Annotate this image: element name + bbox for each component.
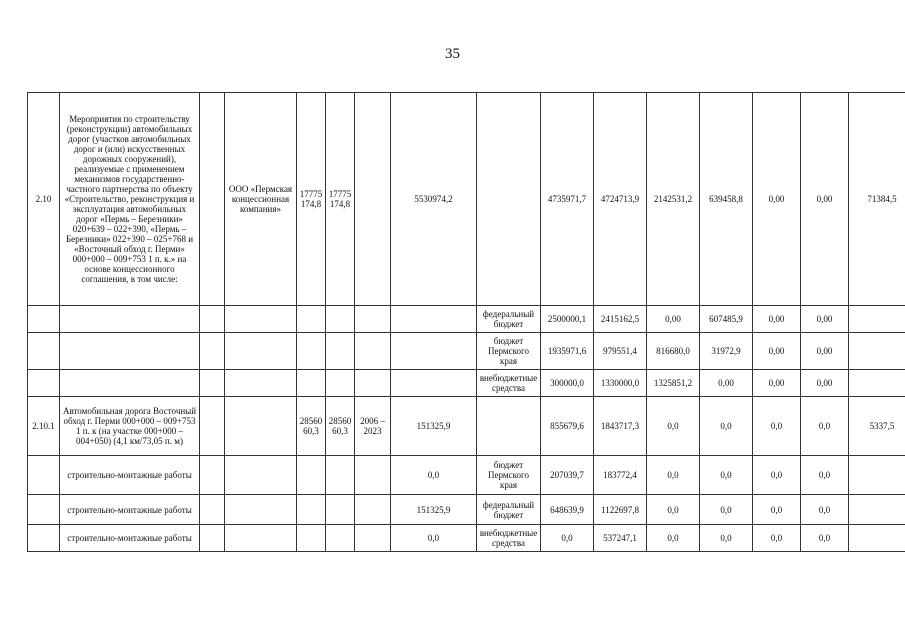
value-cell: 816680,0 bbox=[647, 333, 700, 370]
value-cell: 1122697,8 bbox=[594, 495, 647, 525]
table-row bbox=[28, 93, 905, 306]
table-row bbox=[28, 456, 905, 495]
value-cell: 207039,7 bbox=[541, 456, 594, 495]
funding-source: бюджет Пермского края bbox=[477, 333, 541, 370]
value-cell: 0,00 bbox=[753, 93, 801, 306]
value-cell: 183772,4 bbox=[594, 456, 647, 495]
work-type: строительно-монтажные работы bbox=[60, 495, 200, 525]
funding-source: внебюджетные средства bbox=[477, 525, 541, 552]
value-cell: 0,0 bbox=[647, 525, 700, 552]
value-cell: 0,0 bbox=[647, 397, 700, 456]
capacity-cell: 17775 174,8 bbox=[297, 93, 326, 306]
table-row bbox=[28, 370, 905, 397]
value-cell: 0,0 bbox=[753, 495, 801, 525]
table-row bbox=[28, 495, 905, 525]
value-cell: 537247,1 bbox=[594, 525, 647, 552]
table-row bbox=[28, 525, 905, 552]
period-cell: 2006 – 2023 bbox=[355, 397, 391, 456]
measure-name: Мероприятия по строительству (реконструкции) автомобильных дорог (участков автомобильных дорог и (или) искусственных дорожных сооружений), реализуемые с применением механизмов государственно-частного партнерства по объекту «Строительство, реконструкция и эксплуатация автомобильных дорог «Пермь – Березники» 020+639 – 022+390, «Пермь – Березники» 022+390 – 025+768 и «Восточный обход г. Перми» 000+000 – 009+753 1 п. к.» на основе концессионного соглашения, в том числе: bbox=[60, 93, 200, 306]
capacity-cell: 17775 174,8 bbox=[326, 93, 355, 306]
value-cell: 0,0 bbox=[753, 456, 801, 495]
value-cell: 300000,0 bbox=[541, 370, 594, 397]
value-cell: 0,00 bbox=[753, 306, 801, 333]
value-cell: 0,0 bbox=[647, 456, 700, 495]
value-cell: 0,0 bbox=[801, 397, 849, 456]
program-table bbox=[27, 92, 905, 552]
value-cell: 0,0 bbox=[700, 525, 753, 552]
value-cell: 855679,6 bbox=[541, 397, 594, 456]
value-cell: 151325,9 bbox=[391, 397, 477, 456]
capacity-cell: 28560 60,3 bbox=[297, 397, 326, 456]
value-cell: 5530974,2 bbox=[391, 93, 477, 306]
value-cell: 1843717,3 bbox=[594, 397, 647, 456]
value-cell: 0,00 bbox=[700, 370, 753, 397]
executor: ООО «Пермская концессионная компания» bbox=[225, 93, 297, 306]
funding-source: федеральный бюджет bbox=[477, 495, 541, 525]
value-cell: 2415162,5 bbox=[594, 306, 647, 333]
empty-cell bbox=[200, 93, 225, 306]
funding-source: внебюджетные средства bbox=[477, 370, 541, 397]
value-cell: 5337,5 bbox=[849, 397, 905, 456]
row-number: 2.10.1 bbox=[28, 397, 60, 456]
value-cell: 979551,4 bbox=[594, 333, 647, 370]
value-cell: 4724713,9 bbox=[594, 93, 647, 306]
value-cell: 0,0 bbox=[700, 397, 753, 456]
value-cell: 0,0 bbox=[391, 456, 477, 495]
work-type: строительно-монтажные работы bbox=[60, 525, 200, 552]
value-cell: 0,0 bbox=[753, 397, 801, 456]
value-cell: 1330000,0 bbox=[594, 370, 647, 397]
value-cell: 71384,5 bbox=[849, 93, 905, 306]
table-row bbox=[28, 333, 905, 370]
value-cell: 2142531,2 bbox=[647, 93, 700, 306]
period-cell bbox=[355, 93, 391, 306]
value-cell: 0,00 bbox=[753, 370, 801, 397]
funding-source: бюджет Пермского края bbox=[477, 456, 541, 495]
value-cell: 0,0 bbox=[801, 456, 849, 495]
funding-source bbox=[477, 397, 541, 456]
value-cell: 0,0 bbox=[801, 525, 849, 552]
value-cell: 607485,9 bbox=[700, 306, 753, 333]
value-cell: 2500000,1 bbox=[541, 306, 594, 333]
value-cell: 0,0 bbox=[753, 525, 801, 552]
value-cell: 0,00 bbox=[753, 333, 801, 370]
value-cell: 0,0 bbox=[391, 525, 477, 552]
value-cell: 0,00 bbox=[801, 306, 849, 333]
measure-name: Автомобильная дорога Восточный обход г. Перми 000+000 – 009+753 1 п. к (на участке 000+000 – 004+050) (4,1 км/73,05 п. м) bbox=[60, 397, 200, 456]
row-number: 2.10 bbox=[28, 93, 60, 306]
value-cell: 648639,9 bbox=[541, 495, 594, 525]
funding-source bbox=[477, 93, 541, 306]
value-cell: 0,0 bbox=[647, 495, 700, 525]
value-cell: 0,00 bbox=[647, 306, 700, 333]
value-cell: 0,0 bbox=[541, 525, 594, 552]
value-cell: 0,00 bbox=[801, 370, 849, 397]
value-cell: 31972,9 bbox=[700, 333, 753, 370]
value-cell: 0,0 bbox=[700, 495, 753, 525]
value-cell: 1935971,6 bbox=[541, 333, 594, 370]
value-cell: 0,00 bbox=[801, 333, 849, 370]
value-cell: 0,00 bbox=[801, 93, 849, 306]
value-cell: 4735971,7 bbox=[541, 93, 594, 306]
table-row bbox=[28, 397, 905, 456]
value-cell: 0,0 bbox=[700, 456, 753, 495]
funding-source: федеральный бюджет bbox=[477, 306, 541, 333]
capacity-cell: 28560 60,3 bbox=[326, 397, 355, 456]
value-cell: 639458,8 bbox=[700, 93, 753, 306]
page-number: 35 bbox=[445, 46, 460, 62]
value-cell: 151325,9 bbox=[391, 495, 477, 525]
work-type: строительно-монтажные работы bbox=[60, 456, 200, 495]
value-cell: 1325851,2 bbox=[647, 370, 700, 397]
value-cell: 0,0 bbox=[801, 495, 849, 525]
table-row bbox=[28, 306, 905, 333]
